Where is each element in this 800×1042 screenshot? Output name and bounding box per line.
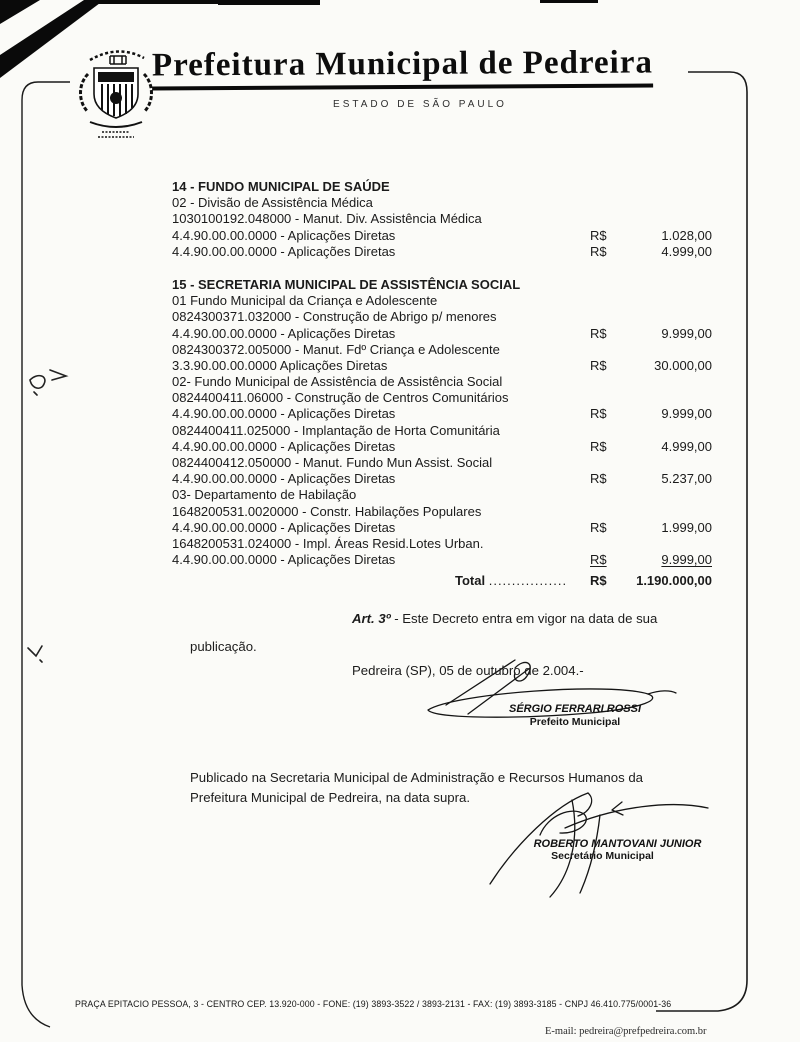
page-border-left — [22, 82, 70, 1027]
publication-note-line-2: Prefeitura Municipal de Pedreira, na data supra. — [190, 790, 471, 805]
total-row — [172, 573, 712, 589]
currency-label: R$ — [590, 227, 607, 243]
budget-line: 4.4.90.00.00.0000 - Aplicações Diretas R$ 9.999,00 — [172, 406, 712, 422]
page-title: Prefeitura Municipal de Pedreira — [152, 44, 653, 90]
article-line-2: publicação. — [190, 639, 257, 654]
amount-value: 9.999,00 — [661, 552, 712, 568]
signer-role: Prefeito Municipal — [529, 716, 621, 728]
budget-line: 02 - Divisão de Assistência Médica — [172, 195, 373, 211]
budget-line: 4.4.90.00.00.0000 - Aplicações Diretas R$ 9.999,00 — [172, 552, 712, 568]
coat-of-arms — [81, 51, 152, 137]
budget-line: 0824400411.06000 - Construção de Centros Comunitários — [172, 390, 509, 406]
budget-line: 4.4.90.00.00.0000 - Aplicações Diretas R$ 1.999,00 — [172, 519, 712, 535]
budget-line: 0824400411.025000 - Implantação de Horta Comunitária — [172, 422, 500, 438]
budget-line: 0824300372.005000 - Manut. Fdº Criança e Adolescente — [172, 341, 500, 357]
budget-line: 1030100192.048000 - Manut. Div. Assistência Médica — [172, 211, 482, 227]
amount-value: 9.999,00 — [661, 325, 712, 341]
amount-value: 30.000,00 — [654, 357, 712, 373]
article-number: Art. 3º — [352, 611, 391, 626]
budget-line: 4.4.90.00.00.0000 - Aplicações Diretas R$ 5.237,00 — [172, 471, 712, 487]
scan-top-line — [540, 0, 598, 3]
total-dots: ................. — [488, 573, 568, 589]
budget-line: 0824300371.032000 - Construção de Abrigo p/ menores — [172, 309, 497, 325]
currency-label: R$ — [590, 243, 607, 259]
currency-label: R$ — [590, 406, 607, 422]
budget-line: 02- Fundo Municipal de Assistência de Assistência Social — [172, 374, 503, 390]
budget-line: 4.4.90.00.00.0000 - Aplicações Diretas R$ 4.999,00 — [172, 438, 712, 454]
footer-email: E-mail: pedreira@prefpedreira.com.br — [545, 1026, 707, 1037]
page-subtitle: ESTADO DE SÃO PAULO — [333, 99, 507, 110]
amount-value: 5.237,00 — [661, 471, 712, 487]
scan-top-line — [218, 0, 320, 5]
budget-line: 1648200531.024000 - Impl. Áreas Resid.Lotes Urban. — [172, 535, 484, 551]
currency-label: R$ — [590, 438, 607, 454]
budget-line: 4.4.90.00.00.0000 - Aplicações Diretas R$ 4.999,00 — [172, 243, 712, 259]
currency-label: R$ — [590, 573, 607, 589]
section-heading: 15 - SECRETARIA MUNICIPAL DE ASSISTÊNCIA SOCIAL — [172, 276, 521, 292]
currency-label: R$ — [590, 325, 607, 341]
signer-name: SÉRGIO FERRARI ROSSI — [508, 703, 642, 715]
section-heading: 14 - FUNDO MUNICIPAL DE SAÚDE — [172, 179, 390, 194]
amount-value: 1.999,00 — [661, 519, 712, 535]
budget-line: 0824400412.050000 - Manut. Fundo Mun Assist. Social — [172, 455, 493, 470]
budget-line: 1648200531.0020000 - Constr. Habilações Populares — [172, 503, 482, 519]
currency-label: R$ — [590, 552, 607, 568]
total-label: Total — [455, 573, 486, 589]
budget-line: 4.4.90.00.00.0000 - Aplicações Diretas R$ 9.999,00 — [172, 325, 712, 341]
amount-value: 9.999,00 — [661, 406, 712, 422]
total-amount: 1.190.000,00 — [636, 573, 712, 589]
article-line-1: Art. 3º - Este Decreto entra em vigor na data de sua — [352, 611, 658, 626]
budget-line: 3.3.90.00.00.0000 Aplicações Diretas R$ 30.000,00 — [172, 357, 712, 373]
currency-label: R$ — [590, 357, 607, 373]
dateline: Pedreira (SP), 05 de outubro de 2.004.- — [352, 663, 584, 678]
footer-address: PRAÇA EPITACIO PESSOA, 3 - CENTRO CEP. 13.920-000 - FONE: (19) 3893-3522 / 3893-2131 - FAX: (19) 3893-3185 - CNPJ 46.410.775/0001-36 — [75, 999, 672, 1009]
budget-line: 4.4.90.00.00.0000 - Aplicações Diretas R$ 1.028,00 — [172, 227, 712, 243]
amount-value: 4.999,00 — [661, 438, 712, 454]
amount-value: 1.028,00 — [661, 227, 712, 243]
currency-label: R$ — [590, 471, 607, 487]
scan-corner-wedge — [0, 0, 40, 24]
margin-marks — [28, 370, 66, 662]
signer-role: Secretário Municipal — [551, 850, 654, 862]
budget-listing — [172, 179, 712, 590]
publication-note-line-1: Publicado na Secretaria Municipal de Administração e Recursos Humanos da — [190, 770, 644, 785]
signer-name: ROBERTO MANTOVANI JUNIOR — [533, 838, 702, 850]
amount-value: 4.999,00 — [661, 243, 712, 259]
scan-top-line — [98, 0, 218, 4]
budget-line: 01 Fundo Municipal da Criança e Adolescente — [172, 293, 438, 309]
budget-line: 03- Departamento de Habilação — [172, 487, 357, 503]
currency-label: R$ — [590, 519, 607, 535]
